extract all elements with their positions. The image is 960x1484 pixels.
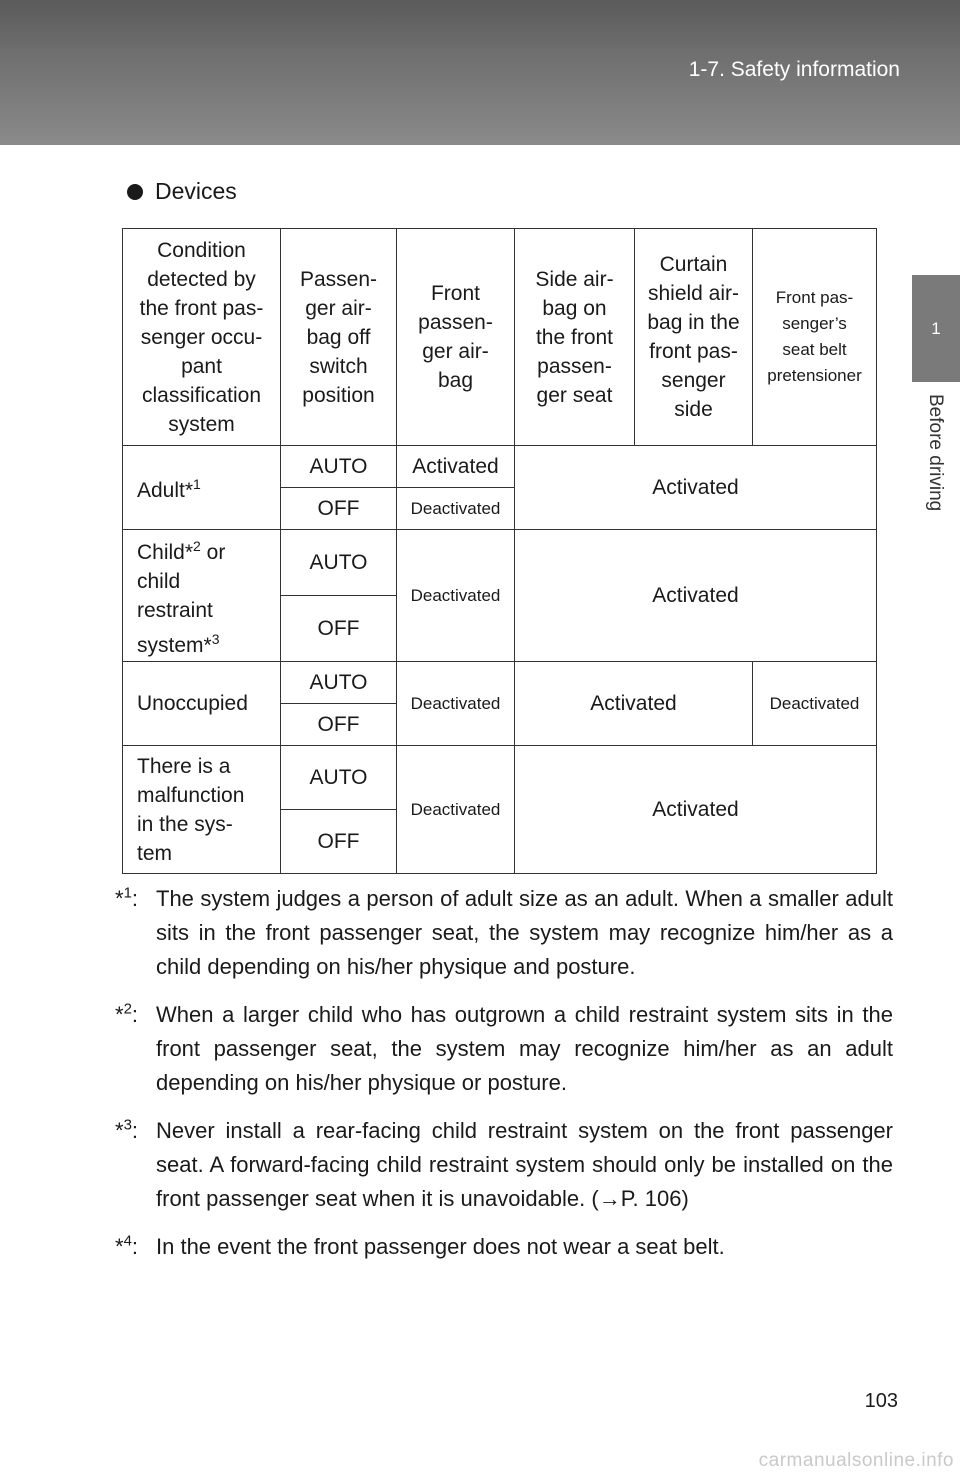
cell-switch-auto: AUTO xyxy=(281,746,397,810)
table-row xyxy=(123,446,877,488)
row-label-malfunction: There is a malfunction in the sys- tem xyxy=(123,746,281,874)
table-header-row xyxy=(123,229,877,446)
chapter-tab-label-text: Before driving xyxy=(925,394,946,512)
cell-rest-activated: Activated xyxy=(515,746,877,874)
header-front-airbag: Front passen- ger air- bag xyxy=(397,229,515,446)
header-side-airbag: Side air- bag on the front passen- ger seat xyxy=(515,229,635,446)
chapter-tab-number: 1 xyxy=(912,275,960,382)
cell-front-airbag: Activated xyxy=(397,446,515,488)
footnote-3 xyxy=(115,1114,893,1216)
cell-side-curtain-activated: Activated xyxy=(515,662,753,746)
header-condition: Condition detected by the front pas- senger occu- pant classification system xyxy=(123,229,281,446)
footnote-4 xyxy=(115,1230,893,1264)
footnote-text: The system judges a person of adult size as an adult. When a smaller adult sits in the front passenger seat, the system may recognize him/her as a child depending on his/her physique and posture. xyxy=(156,886,893,979)
footnotes xyxy=(115,882,893,1278)
header-pretensioner: Front pas- senger’s seat belt pretensioner xyxy=(753,229,877,446)
page-number: 103 xyxy=(864,1390,898,1412)
footnote-2 xyxy=(115,998,893,1100)
row-label-adult: Adult*$^1$ xyxy=(123,446,281,530)
table-row xyxy=(123,530,877,596)
cell-switch-off: OFF xyxy=(281,488,397,530)
footnote-text: When a larger child who has outgrown a child restraint system sits in the front passenger seat, the system may recognize him/her as an adult depending on his/her physique or posture. xyxy=(156,1002,893,1095)
footnote-mark: *$^1$: xyxy=(115,884,139,911)
cell-switch-off: OFF xyxy=(281,704,397,746)
footnote-text: Never install a rear-facing child restraint system on the front passenger seat. A forward-facing child restraint system should only be installed on the front passenger seat when it is unavoidable. (→P. 106) xyxy=(156,1118,893,1211)
bullet-icon xyxy=(127,184,143,200)
watermark: carmanualsonline.info xyxy=(758,1450,954,1471)
footnote-mark: *$^3$: xyxy=(115,1116,139,1143)
cell-front-airbag: Deactivated xyxy=(397,530,515,662)
footnote-text: In the event the front passenger does not wear a seat belt. xyxy=(156,1234,725,1259)
section-title: Devices xyxy=(155,178,237,204)
page-header xyxy=(0,0,960,145)
cell-switch-off: OFF xyxy=(281,810,397,874)
footnote-1 xyxy=(115,882,893,984)
cell-switch-auto: AUTO xyxy=(281,530,397,596)
header-curtain-airbag: Curtain shield air- bag in the front pas- senger side xyxy=(635,229,753,446)
cell-switch-auto: AUTO xyxy=(281,446,397,488)
cell-pretensioner: Deactivated xyxy=(753,662,877,746)
section-heading xyxy=(127,178,237,205)
cell-rest-activated: Activated xyxy=(515,446,877,530)
header-switch-position: Passen- ger air- bag off switch position xyxy=(281,229,397,446)
row-label-unoccupied: Unoccupied xyxy=(123,662,281,746)
chapter-tab-label xyxy=(912,382,960,562)
table-row xyxy=(123,662,877,704)
footnote-mark: *$^4$: xyxy=(115,1232,139,1259)
cell-front-airbag: Deactivated xyxy=(397,488,515,530)
cell-switch-off: OFF xyxy=(281,596,397,662)
cell-switch-auto: AUTO xyxy=(281,662,397,704)
cell-front-airbag: Deactivated xyxy=(397,746,515,874)
chapter-title: 1-7. Safety information xyxy=(688,58,900,81)
table-row xyxy=(123,746,877,810)
cell-rest-activated: Activated xyxy=(515,530,877,662)
footnote-mark: *$^2$: xyxy=(115,1000,139,1027)
side-tab-spacer xyxy=(912,145,960,275)
cell-front-airbag: Deactivated xyxy=(397,662,515,746)
row-label-child: Child*$^2$ or child restraint system*$^3$ xyxy=(123,530,281,662)
devices-table xyxy=(122,228,877,874)
